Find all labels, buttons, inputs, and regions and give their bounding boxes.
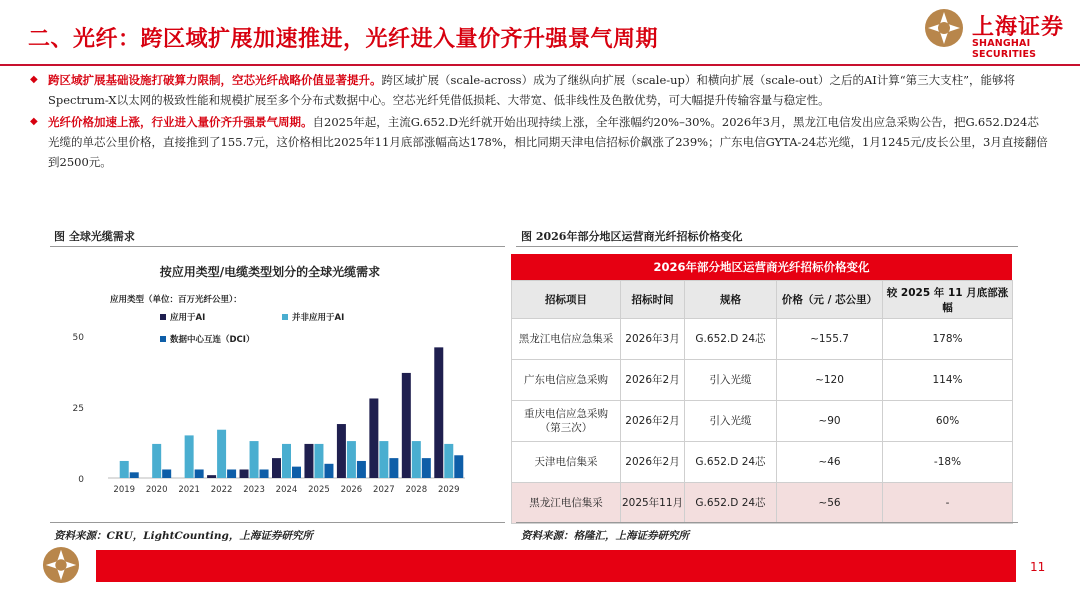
bar xyxy=(260,469,269,478)
bar xyxy=(347,441,356,478)
right-source: 资料来源：格隆汇，上海证券研究所 xyxy=(521,530,689,542)
y-tick-label: 50 xyxy=(72,333,84,343)
bullet-body: 跨区域扩展（scale-across）成为了继纵向扩展（scale-up）和横向扩展（scale-out）之后的AI计算“第三大支柱”，能够将Spectrum-X以太网的极致性能和规模扩展至多个分布式数据中心。空芯光纤凭借低损耗、大带宽、低非线性及色散优势，可大幅提升传输容量与稳定性。 xyxy=(48,73,1016,107)
table-cell: 2025年11月 xyxy=(621,483,685,524)
bar xyxy=(444,444,453,478)
table-cell: 2026年2月 xyxy=(621,360,685,401)
brand-name-en: SHANGHAI SECURITIES xyxy=(972,38,1037,60)
table-cell: 2026年2月 xyxy=(621,401,685,442)
x-tick-label: 2024 xyxy=(275,485,298,495)
bar xyxy=(120,461,129,478)
right-figure-caption: 图 2026年部分地区运营商光纤招标价格变化 xyxy=(521,230,743,243)
bar xyxy=(185,435,194,478)
bar xyxy=(250,441,259,478)
bullet-lead: 跨区域扩展基础设施打破算力限制，空芯光纤战略价值显著提升。 xyxy=(48,73,382,87)
table-row xyxy=(512,442,1013,483)
table-cell: 重庆电信应急采购 （第三次） xyxy=(512,401,621,442)
table-cell: 178% xyxy=(883,319,1013,360)
bar xyxy=(162,469,171,478)
table-row xyxy=(512,360,1013,401)
bar xyxy=(357,461,366,478)
bar xyxy=(454,455,463,478)
bar xyxy=(240,469,249,478)
diamond-bullet-icon: ◆ xyxy=(30,116,38,127)
table-row xyxy=(512,319,1013,360)
x-tick-label: 2025 xyxy=(308,485,330,495)
x-tick-label: 2021 xyxy=(178,485,200,495)
table-cell: 引入光缆 xyxy=(685,360,777,401)
page-number: 11 xyxy=(1030,560,1046,574)
diamond-bullet-icon: ◆ xyxy=(30,74,38,85)
legend-swatch xyxy=(160,314,166,320)
table-cell: G.652.D 24芯 xyxy=(685,319,777,360)
table-cell: 60% xyxy=(883,401,1013,442)
bar xyxy=(207,475,216,478)
bar xyxy=(152,444,161,478)
table-cell: G.652.D 24芯 xyxy=(685,442,777,483)
chart-subtitle: 应用类型（单位：百万光纤公里）： xyxy=(110,295,242,305)
left-source: 资料来源：CRU，LightCounting，上海证券研究所 xyxy=(54,530,313,542)
bullet-lead: 光纤价格加速上涨，行业进入量价齐升强景气周期。 xyxy=(48,115,313,129)
table-cell: 黑龙江电信集采 xyxy=(512,483,621,524)
table-cell: ~120 xyxy=(777,360,883,401)
x-tick-label: 2023 xyxy=(243,485,265,495)
table-cell: 2026年3月 xyxy=(621,319,685,360)
table-cell: G.652.D 24芯 xyxy=(685,483,777,524)
table-cell: -18% xyxy=(883,442,1013,483)
table-cell: 2026年2月 xyxy=(621,442,685,483)
x-tick-label: 2020 xyxy=(145,485,168,495)
x-tick-label: 2019 xyxy=(113,485,136,495)
table-row xyxy=(512,483,1013,524)
bar xyxy=(304,444,313,478)
col-header: 价格（元 / 芯公里） xyxy=(777,281,883,319)
left-source-rule xyxy=(50,522,505,523)
col-header: 较 2025 年 11 月底部涨幅 xyxy=(883,281,1013,319)
x-tick-label: 2027 xyxy=(373,485,395,495)
x-tick-label: 2028 xyxy=(405,485,428,495)
table-cell: 引入光缆 xyxy=(685,401,777,442)
table-cell: ~90 xyxy=(777,401,883,442)
bar xyxy=(217,430,226,478)
left-figure-caption: 图 全球光缆需求 xyxy=(54,230,135,243)
right-caption-rule xyxy=(516,246,1018,247)
page-title: 二、光纤：跨区域扩展加速推进，光纤进入量价齐升强景气周期 xyxy=(28,27,659,52)
bar xyxy=(369,398,378,478)
x-tick-label: 2022 xyxy=(210,485,233,495)
bullet-item xyxy=(30,70,1050,110)
bar xyxy=(272,458,281,478)
table-header-row xyxy=(512,281,1013,319)
bar xyxy=(314,444,323,478)
bullet-item xyxy=(30,112,1050,172)
bar xyxy=(389,458,398,478)
table-cell: 114% xyxy=(883,360,1013,401)
bar xyxy=(422,458,431,478)
left-caption-rule xyxy=(50,246,505,247)
bar xyxy=(195,469,204,478)
bar xyxy=(227,469,236,478)
table-cell: ~56 xyxy=(777,483,883,524)
bar xyxy=(324,464,333,478)
bullet-list xyxy=(30,70,1050,174)
price-table xyxy=(511,254,1012,524)
col-header: 规格 xyxy=(685,281,777,319)
bar xyxy=(292,467,301,478)
table-cell: 广东电信应急采购 xyxy=(512,360,621,401)
legend-swatch xyxy=(160,336,166,342)
brand-name: 上海证券 xyxy=(972,15,1065,40)
bar xyxy=(130,472,139,478)
legend-label: 并非应用于AI xyxy=(292,313,345,323)
bar xyxy=(379,441,388,478)
title-divider xyxy=(0,64,1080,66)
bar xyxy=(434,347,443,478)
brand-logo-icon xyxy=(924,8,964,48)
x-tick-label: 2029 xyxy=(437,485,460,495)
right-source-rule xyxy=(516,522,1018,523)
chart-title: 按应用类型/电缆类型划分的全球光缆需求 xyxy=(159,265,381,279)
table-title: 2026年部分地区运营商光纤招标价格变化 xyxy=(511,254,1012,280)
table-cell: ~155.7 xyxy=(777,319,883,360)
table-cell: ~46 xyxy=(777,442,883,483)
bar xyxy=(412,441,421,478)
col-header: 招标时间 xyxy=(621,281,685,319)
bar xyxy=(337,424,346,478)
legend-label: 数据中心互连（DCI） xyxy=(170,335,255,345)
bar-chart xyxy=(60,252,480,514)
table-cell: 黑龙江电信应急集采 xyxy=(512,319,621,360)
bullet-body: 自2025年起，主流G.652.D光纤就开始出现持续上涨，全年涨幅约20%–30%。2026年3月，黑龙江电信发出应急采购公告，把G.652.D24芯光缆的单芯公里价格，直接推到了155.7元，这价格相比2025年11月底部涨幅高达178%，相比同期天津电信招标价飙涨了239%；广东电信GYTA-24芯光缆，1月1245元/皮长公里，3月直接翻倍到2500元。 xyxy=(48,115,1048,169)
table-cell: - xyxy=(883,483,1013,524)
footer-logo-icon xyxy=(42,546,80,584)
bar xyxy=(402,373,411,478)
y-tick-label: 25 xyxy=(72,404,84,414)
x-tick-label: 2026 xyxy=(340,485,363,495)
col-header: 招标项目 xyxy=(512,281,621,319)
legend-swatch xyxy=(282,314,288,320)
y-tick-label: 0 xyxy=(78,475,84,485)
footer-bar xyxy=(96,550,1016,582)
bar xyxy=(282,444,291,478)
legend-label: 应用于AI xyxy=(170,313,206,323)
table-row xyxy=(512,401,1013,442)
table-cell: 天津电信集采 xyxy=(512,442,621,483)
